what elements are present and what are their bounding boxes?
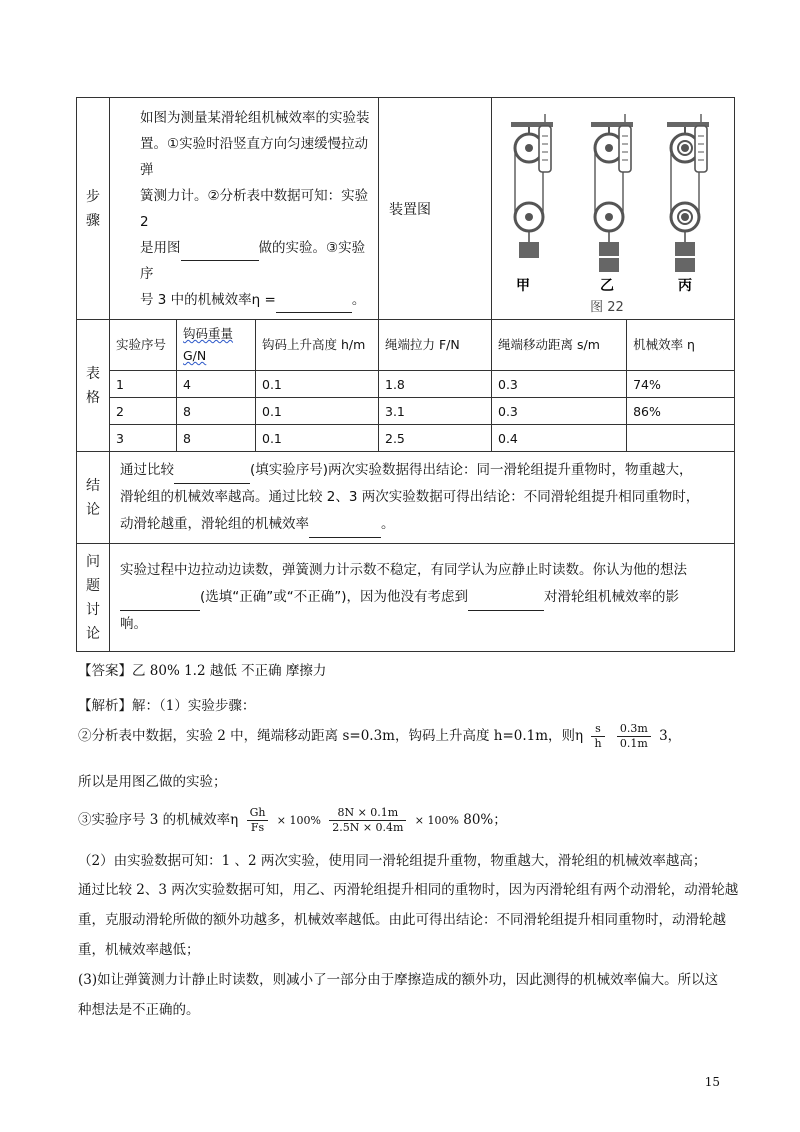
steps-row [77, 98, 735, 320]
analysis-formula-1: ②分析表中数据，实验 2 中，绳端移动距离 s=0.3m，钩码上升高度 h=0.1m，则η $\frac{s}{h}$ $\frac{0.3m}{0.1m}$ 3， [78, 722, 682, 750]
pulley-figure [492, 98, 735, 320]
col-header-efficiency: 机械效率 η [627, 320, 735, 371]
answer-line: 【答案】乙 80% 1.2 越低 不正确 摩擦力 [78, 663, 327, 679]
analysis-formula-2: ③实验序号 3 的机械效率η $\frac{Gh}{Fs}$ × 100% $\frac{8N \times 0.1m}{2.5N \times 0.4m}$ × 100% 80%； [78, 806, 507, 834]
col-header-height: 钩码上升高度 h/m [256, 320, 379, 371]
table-row: 1 4 0.1 1.8 0.3 74% [77, 371, 735, 398]
analysis-line: (3)如让弹簧测力计静止时读数，则减小了一部分由于摩擦造成的额外功，因此测得的机械效率偏大。所以这 [78, 972, 719, 988]
fraction: $\frac{0.3m}{0.1m}$ [617, 722, 651, 751]
answer-blank [468, 592, 544, 611]
data-header-row [77, 320, 735, 371]
discussion-row [77, 544, 735, 652]
fraction: $\frac{Gh}{Fs}$ [247, 806, 269, 835]
answer-blank [309, 519, 381, 538]
analysis-line: 通过比较 2、3 两次实验数据可知，用乙、丙滑轮组提升相同的重物时，因为丙滑轮组有两个动滑轮，动滑轮越 [78, 882, 739, 898]
conclusion-row [77, 452, 735, 544]
table-row: 2 8 0.1 3.1 0.3 86% [77, 398, 735, 425]
figure-label-yi: 乙 [600, 277, 614, 294]
answer-blank [276, 294, 352, 313]
analysis-line: 重，克服动滑轮所做的额外功越多，机械效率越低。由此可得出结论：不同滑轮组提升相同重物时，动滑轮越 [78, 912, 726, 928]
conclusion-category: 结 论 [77, 452, 110, 544]
table-row: 3 8 0.1 2.5 0.4 [77, 425, 735, 452]
pulley-diagram [495, 104, 731, 314]
figure-label-jia: 甲 [516, 277, 530, 294]
fraction: $\frac{8N \times 0.1m}{2.5N \times 0.4m}$ [329, 806, 406, 835]
analysis-line: （2）由实验数据可知：1 、2 两次实验，使用同一滑轮组提升重物，物重越大，滑轮组的机械效率越高； [78, 853, 707, 869]
analysis-intro: 【解析】解：（1）实验步骤： [78, 698, 256, 714]
analysis-line: 重，机械效率越低； [78, 942, 200, 958]
steps-category: 步 骤 [77, 98, 110, 320]
fraction: $\frac{s}{h}$ [591, 722, 604, 751]
experiment-table [76, 97, 735, 652]
figure-label-bing: 丙 [678, 277, 692, 294]
steps-description: 如图为测量某滑轮组机械效率的实验装 置。①实验时沿竖直方向匀速缓慢拉动弹 簧测力计。②分析表中数据可知：实验 2 是用图 做的实验。③实验序 号 3 中的机械效率η = 。 [110, 98, 379, 320]
col-header-force: 绳端拉力 F/N [379, 320, 492, 371]
col-header-trial: 实验序号 [110, 320, 177, 371]
analysis-line: 种想法是不正确的。 [78, 1002, 200, 1018]
answer-blank [181, 242, 259, 261]
figure-caption: 图 22 [590, 299, 624, 314]
device-label: 装置图 [379, 98, 492, 320]
answer-blank [120, 592, 200, 611]
answer-blank [174, 465, 250, 484]
analysis-line: 所以是用图乙做的实验； [78, 774, 227, 790]
col-header-weight: 钩码重量G/N [177, 320, 256, 371]
col-header-distance: 绳端移动距离 s/m [492, 320, 627, 371]
conclusion-text: 通过比较 (填实验序号)两次实验数据得出结论：同一滑轮组提升重物时，物重越大， 滑轮组的机械效率越高。通过比较 2、3 两次实验数据可得出结论：不同滑轮组提升相同重物时， 动滑轮越重，滑轮组的机械效率 。 [110, 452, 735, 544]
page-number: 15 [704, 1075, 720, 1089]
discussion-category: 问 题 讨 论 [77, 544, 110, 652]
table-category: 表 格 [77, 320, 110, 452]
discussion-text: 实验过程中边拉动边读数，弹簧测力计示数不稳定，有同学认为应静止时读数。你认为他的想法 (选填“正确”或“不正确”)，因为他没有考虑到 对滑轮组机械效率的影 响。 [110, 544, 735, 652]
